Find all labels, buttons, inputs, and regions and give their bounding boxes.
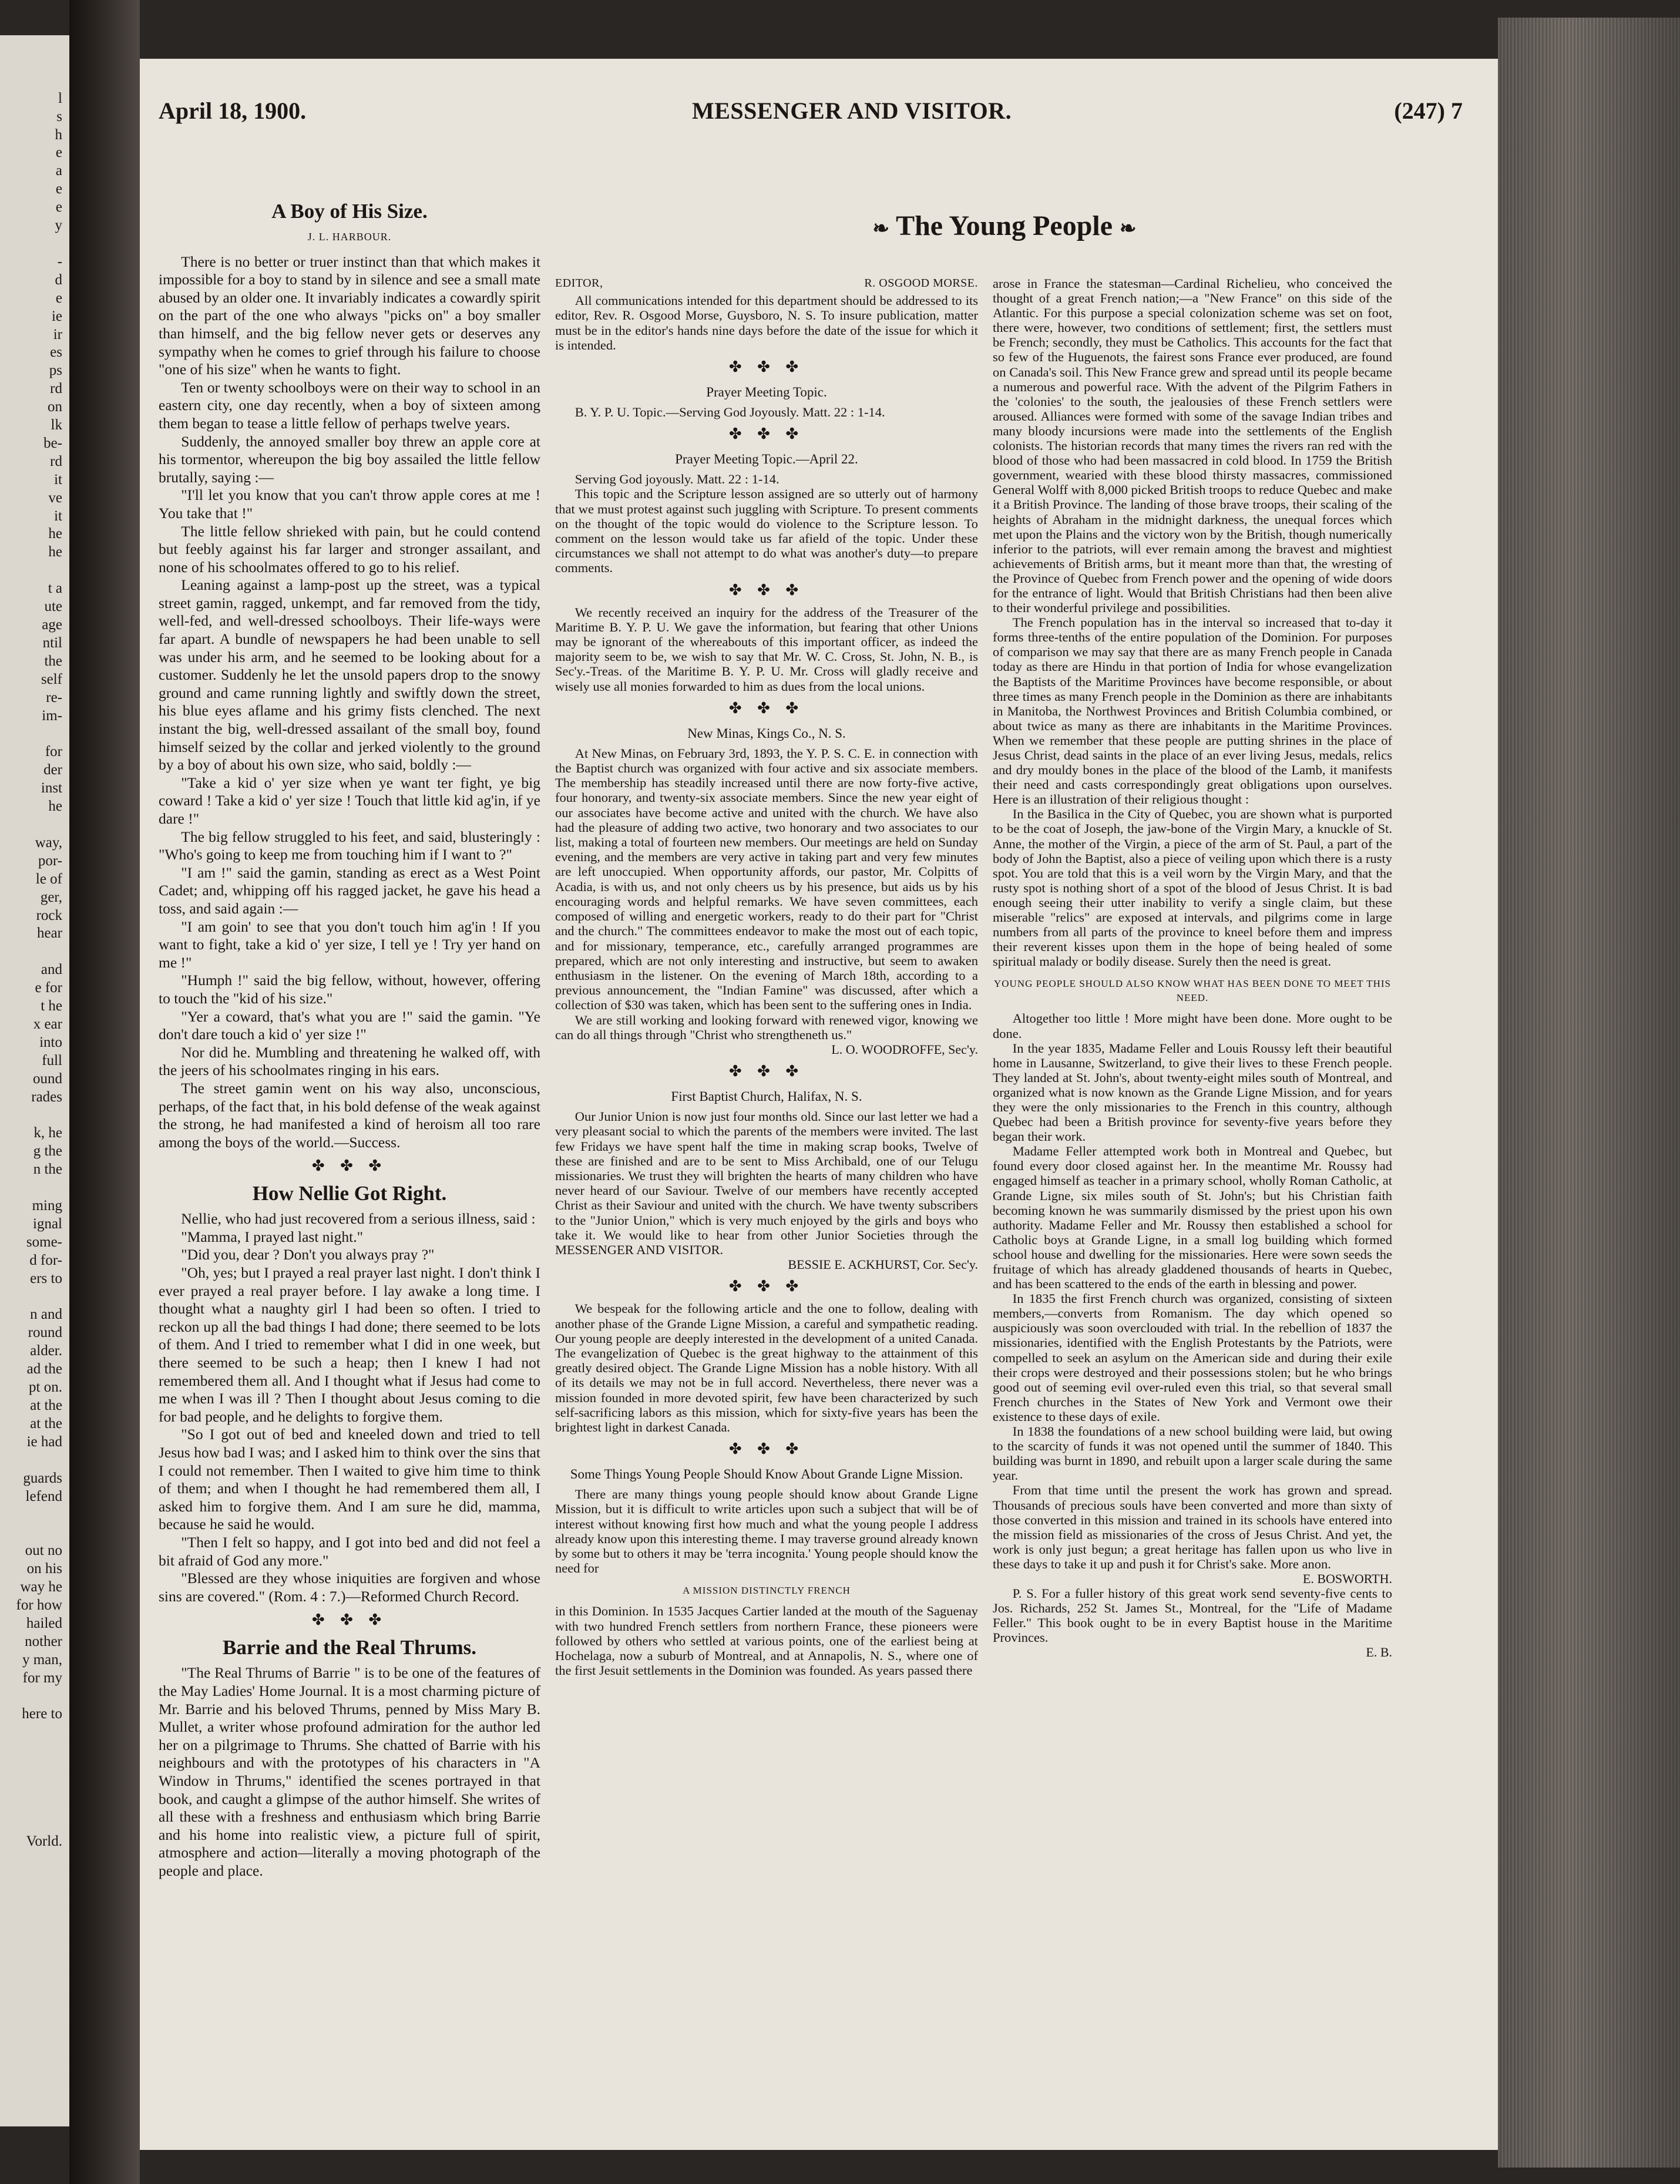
left-page-fragment: ntil <box>42 634 62 651</box>
paragraph: "I am goin' to see that you don't touch him ag'in ! If you want to fight, take a kid o' yer size, I tell ye ! Try yer hand on me !" <box>159 918 540 971</box>
left-page-fragment <box>0 1106 69 1124</box>
left-page-fragment: ir <box>53 326 62 342</box>
left-page-fragment <box>0 1869 69 1887</box>
paragraph: "Blessed are they whose iniquities are forgiven and whose sins are covered." (Rom. 4 : 7.)—Reformed Church Record. <box>159 1570 540 1605</box>
paragraph: Madame Feller attempted work both in Montreal and Quebec, but found every door closed against her. In the meantime Mr. Roussy had engaged himself as teacher in a primary school, wholly Roman Catholic, at Grande Ligne, six miles south of St. John's; but his Christian faith becoming known he was summarily dismissed by the priest upon his own authority. Madame Feller and Mr. Roussy then established a school for Catholic boys at Grande Ligne, in a small log building which formed school house and dwelling for the missionaries. Here were sown seeds the fruitage of which has already gladdened thousands of hearts in Quebec, and has been scattered to the ends of the earth in blessing and power. <box>993 1144 1392 1292</box>
left-page-fragment: out no <box>25 1543 62 1559</box>
left-page-fragment: full <box>42 1052 62 1069</box>
section-divider: ✤ ✤ ✤ <box>728 1440 805 1458</box>
left-page-fragment <box>0 1288 69 1306</box>
left-page-fragment <box>0 1524 69 1542</box>
subheading: New Minas, Kings Co., N. S. <box>687 725 846 741</box>
left-page-fragment: inst <box>41 780 62 797</box>
paragraph: "So I got out of bed and kneeled down and tried to tell Jesus how bad I was; and I asked him to think over the sins that I could not remember. Then I waited to give him time to think of them; and when I thought he had remembered them all, I asked him to forgive them. And I am sure he did, mamma, because he said he would. <box>159 1426 540 1533</box>
left-page-fragment: t a <box>48 580 62 597</box>
column-1 <box>159 194 540 1880</box>
left-page-fragment: the <box>44 653 62 669</box>
left-page-fragment: into <box>39 1034 62 1050</box>
left-page-fragment: n and <box>30 1306 62 1323</box>
left-page-fragment: e <box>55 199 62 216</box>
left-page-fragment: on his <box>26 1561 62 1577</box>
left-page-fragment: age <box>42 617 62 633</box>
left-page-fragment <box>0 1742 69 1760</box>
issue-date: April 18, 1900. <box>159 98 307 124</box>
column-2 <box>555 276 978 1678</box>
column-3 <box>993 276 1392 1660</box>
paragraph: At New Minas, on February 3rd, 1893, the Y. P. S. C. E. in connection with the Baptist church was organized with four active and six associate members. The membership has steadily increased until there are now forty-five active, four honorary, and twenty-six associate members. Since the new year eight of our associates have become active and united with the church. We have also had the pleasure of adding two active, two honorary and two associates to our list, making a total of fourteen new members. Our meetings are held on Sunday evening, and the members are very active in taking part and very few minutes are left unoccupied. When opportunity affords, our pastor, Mr. Colpitts of Acadia, is with us, and not only cheers us by his presence, but aids us by his encouraging words and helpful remarks. We have seven committees, each composed of willing and energetic workers, ready to do their part for "Christ and the church." The committees endeavor to make the most out of each topic, and for missionary, temperance, etc., carefully arranged programmes are prepared, which are not only interesting and instructive, but seem to awaken enthusiasm in the listener. On the evening of March 18th, according to a previous announcement, the "Indian Famine" was discussed, after which a collection of $30 was taken, which has been sent to the suffering ones in India. <box>555 745 978 1013</box>
paragraph: "Oh, yes; but I prayed a real prayer last night. I don't think I ever prayed a real prayer before. I lay awake a long time. I thought what a naughty girl I had been so often. I tried to reckon up all the bad things I had done; there seemed to be lots of them. And I tried to remember what I did in one week, but there seemed to be such a heap; then I knew I had not remembered them all. And I thought what if Jesus had come to me when I was ill ? Then I thought about Jesus coming to die for bad people, and he delights to forgive them. <box>159 1264 540 1425</box>
paragraph: Serving God joyously. Matt. 22 : 1-14. <box>574 472 779 487</box>
left-page-fragment: e <box>55 145 62 161</box>
section-divider: ✤ ✤ ✤ <box>728 699 805 717</box>
left-page-fragment: on <box>48 399 62 415</box>
paragraph: "Yer a coward, that's what you are !" said the gamin. "Ye don't dare touch a kid o' yer size !" <box>159 1007 540 1043</box>
left-page-fragment: lefend <box>25 1488 62 1504</box>
left-page-fragment: guards <box>23 1470 62 1486</box>
paragraph: We are still working and looking forward with renewed vigor, knowing we can do all things through "Christ who strengtheneth us." <box>555 1012 978 1042</box>
subheading: Some Things Young People Should Know About Grande Ligne Mission. <box>570 1467 963 1482</box>
article-title-nellie: How Nellie Got Right. <box>252 1182 447 1205</box>
signature: E. B. <box>1366 1645 1392 1660</box>
left-page-fragment: g the <box>33 1143 62 1160</box>
left-page-fragment: im- <box>42 707 62 724</box>
left-page-fragment <box>0 72 69 90</box>
paragraph: The big fellow struggled to his feet, and said, blusteringly : "Who's going to keep me from touching him if I want to ?" <box>159 828 540 863</box>
left-page-fragment <box>0 1506 69 1524</box>
paragraph: There are many things young people should know about Grande Ligne Mission, but it is difficult to write articles upon such a subject that will be of interest without knowing first how much and what the young people I address already know upon this interesting theme. I may traverse ground already known by some but to others it may be 'terra incognita.' Young people should know the need for <box>555 1487 978 1576</box>
article-title-barrie: Barrie and the Real Thrums. <box>223 1636 476 1659</box>
paragraph: "Did you, dear ? Don't you always pray ?" <box>181 1246 435 1264</box>
paragraph: All communications intended for this department should be addressed to its editor, Rev. R. Osgood Morse, Guysboro, N. S. To insure publication, matter must be in the editor's hands nine days before the date of the issue for which it is intended. <box>555 293 978 352</box>
left-page-fragment: n the <box>33 1161 62 1178</box>
section-divider: ✤ ✤ ✤ <box>728 1278 805 1295</box>
left-page-fragment: s <box>56 108 62 125</box>
left-page-fragment <box>0 725 69 743</box>
left-page-fragment: for how <box>16 1597 62 1613</box>
paragraph: Our Junior Union is now just four months old. Since our last letter we had a very pleasant social to which the parents of the members were invited. The last few Fridays we have spent half the time in making scrap books, Twelve of these are finished and are to be sent to Miss Archibald, one of our Telugu missionaries. We trust they will brighten the hearts of many children who have never heard of our Saviour. Twelve of our members have recently accepted Christ as their Saviour and united with the church. We have twenty subscribers to the "Junior Union," which is very much enjoyed by the girls and boys who take it. We would like to hear from other Junior Societies through the MESSENGER AND VISITOR. <box>555 1109 978 1257</box>
left-page-fragment: ute <box>44 599 62 615</box>
paragraph: This topic and the Scripture lesson assigned are so utterly out of harmony that we must protest against such juggling with Scripture. To present comments on the thought of the topic would do violence to the Scripture lesson. To comment on the lesson would take us far afield of the topic. Under these circumstances we shall not attempt to do what was another's duty—to prepare comments. <box>555 486 978 576</box>
paragraph: "Then I felt so happy, and I got into bed and did not feel a bit afraid of God any more." <box>159 1533 540 1569</box>
left-page-fragment: ad the <box>26 1361 62 1377</box>
paragraph: Altogether too little ! More might have been done. More ought to be done. <box>993 1011 1392 1041</box>
subheading: Prayer Meeting Topic. <box>706 385 827 400</box>
paragraph: in this Dominion. In 1535 Jacques Cartier landed at the mouth of the Saguenay with two hundred French settlers from northern France, these pioneers were followed by others who settled at various points, one of the earliest being at Hochelaga, now a suburb of Montreal, and at Annapolis, N. S., where one of the first Jesuit settlements in the Dominion was founded. As years passed there <box>555 1604 978 1678</box>
left-page-fragment: ers to <box>30 1270 62 1286</box>
left-page-fragment: it <box>54 471 62 488</box>
left-page-fragment: self <box>41 671 62 687</box>
left-page-fragment: at the <box>30 1415 62 1432</box>
paragraph: The French population has in the interval so increased that to-day it forms three-tenths of the entire population of the Dominion. For purposes of comparison we may say that there are as many French people in Canada today as there are Hindu in that portion of India for whose evangelization the Baptists of the Maritime Provinces have become responsible, or about three times as many French people in the Dominion as there are inhabitants in Manitoba, the Northwest Provinces and British Columbia combined, or about twice as many as there are inhabitants in the Maritime Provinces. When we remember that these people are putting shrines in the place of Jesus Christ, dead saints in the place of an ever living Jesus, medals, relics and dry mouldy bones in the place of the blood of the Lamb, it manifests their need and casts correspondingly great obligations upon ourselves. Here is an illustration of their religious thought : <box>993 615 1392 807</box>
section-heading-text: The Young People <box>896 210 1113 241</box>
left-page-fragment: h <box>55 126 62 143</box>
section-divider: ✤ ✤ ✤ <box>311 1157 388 1175</box>
left-page-fragment: for my <box>22 1669 62 1686</box>
left-page-fragment <box>0 1815 69 1833</box>
paragraph: "Humph !" said the big fellow, without, however, offering to touch the "kid of his size." <box>159 972 540 1007</box>
left-page-fragment: he <box>48 526 62 542</box>
paragraph: Leaning against a lamp-post up the street, was a typical street gamin, ragged, unkempt, and far removed from the tidy, well-fed, and well-dressed schoolboys. Their life-ways were far apart. A bundle of newspapers he had been unable to sell was under his arm, and he seemed to be looking about for a customer. Suddenly he let the unsold papers drop to the snowy ground and came running lightly and swiftly down the street, his blue eyes aflame and his grimy fists clenched. The next instant the big, well-dressed assailant of the small boy, found himself seized by the collar and jerked violently to the ground by a boy of about his own size, who said, boldly :— <box>159 576 540 774</box>
left-page-fragment: alder. <box>30 1343 62 1359</box>
paragraph: Nor did he. Mumbling and threatening he walked off, with the jeers of his schoolmates ringing in his ears. <box>159 1043 540 1079</box>
signature: L. O. WOODROFFE, Sec'y. <box>831 1041 978 1057</box>
left-page-fragment <box>0 35 69 53</box>
left-page-fragment: ming <box>32 1198 62 1214</box>
left-page-fragment: y man, <box>22 1651 62 1668</box>
page-edges <box>1498 18 1680 2168</box>
left-page-fragment <box>0 1723 69 1742</box>
left-page-fragment: he <box>48 798 62 815</box>
paragraph: There is no better or truer instinct than that which makes it impossible for a boy to stand by in silence and see a small mate abused by an older one. It invariably indicates a cowardly spirit on the part of the one who always "picks on" a boy smaller than himself, and the big fellow never gets or deserves any sympathy when he comes to grief through his failure to choose "one of his size" when he wants to fight. <box>159 253 540 378</box>
left-page-fragment: Vorld. <box>26 1833 62 1849</box>
left-page-fragment <box>0 1179 69 1197</box>
paragraph: In 1838 the foundations of a new school building were laid, but owing to the scarcity of funds it was not opened until the summer of 1840. This building was burnt in 1890, and rebuilt upon a larger scale during the same year. <box>993 1424 1392 1483</box>
left-page-fragment: k, he <box>33 1125 62 1141</box>
left-page-fragment <box>0 1778 69 1796</box>
left-page-fragment: hear <box>36 925 62 942</box>
left-page-fragment: hailed <box>26 1615 62 1631</box>
book-gutter <box>69 0 140 2184</box>
left-page-fragment: re- <box>46 689 62 705</box>
left-page-sliver <box>0 35 69 2126</box>
left-page-fragment: ger, <box>40 889 62 905</box>
article-title-boy: A Boy of His Size. <box>271 200 428 223</box>
paragraph: B. Y. P. U. Topic.—Serving God Joyously. Matt. 22 : 1-14. <box>574 405 885 420</box>
editor-name: R. OSGOOD MORSE. <box>864 277 978 290</box>
left-page-fragment: e <box>55 290 62 306</box>
left-page-fragment <box>0 53 69 72</box>
paragraph: "I'll let you know that you can't throw apple cores at me ! You take that !" <box>159 486 540 522</box>
left-page-fragment: d <box>55 271 62 288</box>
left-page-fragment: be- <box>43 435 62 451</box>
paragraph: We bespeak for the following article and the one to follow, dealing with another phase of the Grande Ligne Mission, a careful and sympathetic reading. Our young people are deeply interested in the development of a united Canada. The evangelization of Quebec is the great highway to the attainment of this greatly desired object. The Grande Ligne Mission has a noble history. With all of its details we may not be in full accord. Nevertheless, there never was a mission founded in more devoted spirit, few have been characterized by such self-sacrificing labors as this mission, which for sixty-five years has been the brightest light in darkest Canada. <box>555 1301 978 1434</box>
left-page-fragment: le of <box>35 871 62 887</box>
left-page-fragment: ignal <box>33 1215 62 1232</box>
section-heading <box>799 209 1210 247</box>
newspaper-title: MESSENGER AND VISITOR. <box>691 98 1012 124</box>
left-page-fragment: some- <box>26 1234 62 1250</box>
left-page-fragment: y <box>55 217 62 234</box>
paragraph: The street gamin went on his way also, unconscious, perhaps, of the fact that, in his bold defense of the weak against the strong, he had manifested a kind of heroism all too rare among the boys of the world.—Success. <box>159 1079 540 1151</box>
section-divider: ✤ ✤ ✤ <box>311 1611 388 1629</box>
section-divider: ✤ ✤ ✤ <box>728 581 805 599</box>
left-page-fragment: a <box>55 163 62 179</box>
left-page-fragment: nother <box>25 1633 62 1649</box>
paragraph: Ten or twenty schoolboys were on their way to school in an eastern city, one day recently, when a boy of sixteen among them began to tease a little fellow of perhaps twelve years. <box>159 378 540 432</box>
paragraph: P. S. For a fuller history of this great work send seventy-five cents to Jos. Richards, 252 St. James St., Montreal, for the "Life of Madame Feller." This book ought to be in every Baptist house in the Maritime Provinces. <box>993 1586 1392 1645</box>
left-page-fragment: ound <box>33 1070 62 1087</box>
left-page-fragment: and <box>41 962 62 978</box>
small-caps-heading: A MISSION DISTINCTLY FRENCH <box>683 1585 851 1597</box>
section-divider: ✤ ✤ ✤ <box>728 425 805 443</box>
paragraph: arose in France the statesman—Cardinal Richelieu, who conceived the thought of a great French nation;—a "New France" on this side of the Atlantic. For this purpose a special colonization scheme was set on foot, there were, however, two conditions of settlement; first, the settlers must be French; secondly, they must be Catholics. This accounts for the fact that so few of the Huguenots, the fairest sons France ever produced, are found on Canada's soil. This New France grew and spread until its people became a numerous and powerful race. With the advent of the Pilgrim Fathers in the 'colonies' to the south, the jealousies of these French settlers were aroused. Alliances were formed with some of the savage Indian tribes and many bloody incursions were made into the settlements of the English colonists. The historian records that many times the rivers ran red with the blood of those who had been massacred in cold blood. In 1759 the British government, wearied with these blood thirsty massacres, commissioned General Wolff with 8,000 picked British troops to reduce Quebec and make it a British Province. The landing of those brave troops, their scaling of the heights of Abraham in the midnight darkness, the unequal forces which met upon the Plains and the victory won by the British, though numerically inferior to the patriots, will ever remain among the bravest and mightiest achievements of British arms, but it meant more than that, the wresting of the Province of Quebec from French power and the opening of wide doors for the entrance of light. Would that British Christians had then been alive to their wonderful privilege and possibilities. <box>993 276 1392 616</box>
subheading: First Baptist Church, Halifax, N. S. <box>671 1089 862 1104</box>
left-page-fragment: l <box>58 90 62 106</box>
article-body-boy <box>159 253 540 1152</box>
left-page-fragment: pt on. <box>29 1379 62 1396</box>
subheading: Prayer Meeting Topic.—April 22. <box>675 452 858 467</box>
left-page-fragment: rock <box>36 907 62 923</box>
paragraph: "Take a kid o' yer size when ye want ter fight, ye big coward ! Take a kid o' yer size ! Touch that little kid ag'in, if ye dare !" <box>159 774 540 827</box>
paragraph: "I am !" said the gamin, standing as erect as a West Point Cadet; and, whipping off his ragged jacket, he gave his head a toss, and said again :— <box>159 863 540 917</box>
left-page-fragment <box>0 1687 69 1705</box>
left-page-fragment: rd <box>50 381 62 397</box>
paragraph: Suddenly, the annoyed smaller boy threw an apple core at his tormentor, whereupon the big boy assailed the little fellow brutally, saying :— <box>159 432 540 486</box>
left-page-fragment: e for <box>35 980 62 996</box>
left-page-fragment: ps <box>49 362 62 379</box>
left-page-fragment <box>0 816 69 834</box>
left-page-fragment <box>0 1760 69 1778</box>
paragraph: "Mamma, I prayed last night." <box>181 1228 363 1245</box>
left-page-fragment: por- <box>38 852 62 869</box>
small-caps-heading: YOUNG PEOPLE SHOULD ALSO KNOW WHAT HAS BEEN DONE TO MEET THIS NEED. <box>993 978 1391 1004</box>
left-page-fragment: der <box>43 762 62 778</box>
left-page-fragment: rd <box>50 453 62 469</box>
section-divider: ✤ ✤ ✤ <box>728 358 805 376</box>
article-byline: J. L. HARBOUR. <box>307 231 392 243</box>
fleuron-icon: ❧ <box>1120 218 1137 240</box>
editor-line <box>555 276 978 291</box>
left-page-fragment: he <box>48 544 62 560</box>
paragraph: We recently received an inquiry for the address of the Treasurer of the Maritime B. Y. P. U. We gave the information, but fearing that other Unions may be ignorant of the whereabouts of this important officer, as indeed the majority seem to be, we wish to say that Mr. W. C. Cross, St. John, N. B., is Sec'y.-Treas. of the Maritime B. Y. P. U. Mr. Cross will gladly receive and wisely use all monies forwarded to him as dues from the local unions. <box>555 604 978 694</box>
left-page-fragment: e <box>55 181 62 197</box>
left-page-fragment: here to <box>22 1706 62 1722</box>
left-page-fragment: - <box>57 253 62 270</box>
paragraph: From that time until the present the work has grown and spread. Thousands of precious souls have been converted and more than sixty of those converted in this mission and trained in its schools have entered into the mission field as missionaries of the cross of Jesus Christ. And yet, the work is only just begun; a great heritage has fallen upon us who live in these days to take it up and push it for Christ's sake. More anon. <box>993 1483 1392 1571</box>
left-page-fragment: ie <box>51 308 62 324</box>
left-page-fragment: rades <box>31 1088 62 1105</box>
article-body-nellie <box>159 1210 540 1605</box>
paragraph: The little fellow shrieked with pain, but he could contend but feebly against his far larger and stronger assailant, and none of his schoolmates offered to go to his relief. <box>159 522 540 576</box>
left-page-fragment: it <box>54 508 62 524</box>
left-page-fragment: at the <box>30 1397 62 1413</box>
left-page-fragment: x ear <box>33 1016 62 1032</box>
fleuron-icon: ❧ <box>872 218 889 240</box>
left-page-fragment: for <box>45 744 62 760</box>
left-page-fragment <box>0 562 69 580</box>
left-page-fragment <box>0 943 69 961</box>
left-page-fragment: way, <box>35 834 62 851</box>
left-page-fragment: way he <box>20 1579 62 1595</box>
paragraph: Nellie, who had just recovered from a serious illness, said : <box>181 1210 536 1228</box>
left-page-fragment: round <box>28 1325 62 1341</box>
paragraph: In the year 1835, Madame Feller and Louis Roussy left their beautiful home in Lausanne, Switzerland, to give their lives to these French people. They landed at St. John's, about twenty-eight miles south of Montreal, and organized what is now known as the Grande Ligne Mission, and for years they were the only missionaries to the French in this country, although Quebec had been a British province for seventy-five years before they began their work. <box>993 1040 1392 1144</box>
editor-label: EDITOR, <box>555 277 603 290</box>
signature: BESSIE E. ACKHURST, Cor. Sec'y. <box>788 1257 978 1272</box>
left-page-fragment: t he <box>41 998 62 1014</box>
left-page-fragment <box>0 235 69 253</box>
paragraph: In the Basilica in the City of Quebec, you are shown what is purported to be the coat of Joseph, the jaw-bone of the Virgin Mary, a knuckle of St. Anne, the mother of the Virgin, a piece of the arm of St. Paul, a part of the body of John the Baptist, also a piece of veiling upon which there is a rusty spot. You are told that this is a veil worn by the Virgin Mary, and that the rusty spot is nothing short of a spot of the blood of Jesus Christ. It is bad enough seeing their utter inability to verify a single claim, but these miserable "relics" are exposed at intervals, and pilgrims come in large numbers from all parts of the province to kneel before them and impress their reverent kisses upon them in the hope of being healed of some spiritual malady or bodily disease. Surely then the need is great. <box>993 807 1392 969</box>
left-page-fragment <box>0 1451 69 1470</box>
page-number: (247) 7 <box>1394 98 1463 124</box>
signature: E. BOSWORTH. <box>1302 1571 1392 1586</box>
left-page-fragment: ie had <box>26 1433 62 1450</box>
left-page-fragment: lk <box>51 417 62 434</box>
paragraph: In 1835 the first French church was organized, consisting of sixteen members,—converts from Romanism. The day which opened so auspiciously was soon overclouded with trial. In the rebellion of 1837 the missionaries, identified with the English Protestants by the Patriots, were compelled to seek an asylum on the American side and during their exile their crops were destroyed and their possessions stolen; but he who brings good out of seeming evil over-ruled even this trial, so that several small French churches in the States of New York and Vermont owe their existence to these days of exile. <box>993 1291 1392 1424</box>
paragraph: "The Real Thrums of Barrie " is to be one of the features of the May Ladies' Home Journal. It is a most charming picture of Mr. Barrie and his beloved Thrums, penned by Miss Mary B. Mullet, a writer whose profound admiration for the author led her on a pilgrimage to Thrums. She chatted of Barrie with his neighbours and with the prototypes of his characters in "A Window in Thrums," identified the scenes portrayed in that book, and caught a glimpse of the author himself. She writes of all these with a freshness and enthusiasm which bring Barrie and his home into realistic view, a picture full of spirit, atmosphere and action—literally a moving photograph of the people and place. <box>159 1664 540 1879</box>
section-divider: ✤ ✤ ✤ <box>728 1063 805 1080</box>
left-page-fragment <box>0 1796 69 1815</box>
left-page-fragment: d for- <box>29 1252 62 1268</box>
article-body-barrie <box>159 1664 540 1880</box>
left-page-fragment: ve <box>48 489 62 506</box>
left-page-fragment: es <box>50 344 62 361</box>
left-page-fragment <box>0 1851 69 1869</box>
